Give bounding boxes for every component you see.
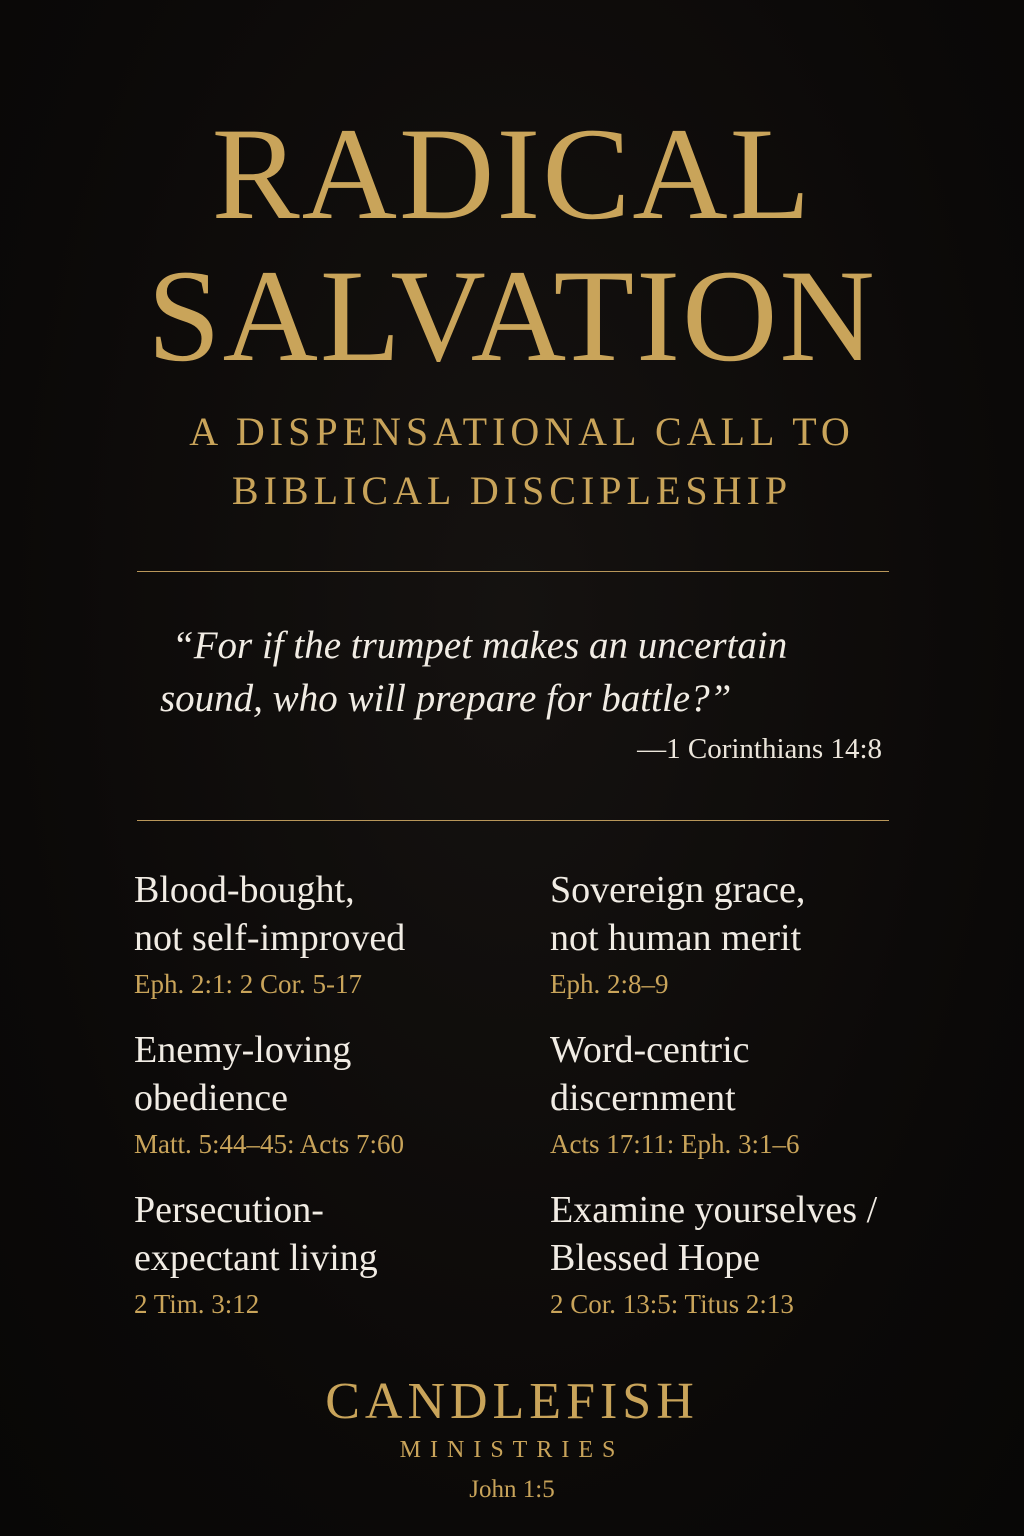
- pillar-title-line-1: Word-centric: [550, 1029, 750, 1071]
- pillar-persecution-expectant: [134, 1186, 534, 1320]
- pillar-examine-yourselves: [550, 1186, 970, 1320]
- quote-line-1: “For if the trumpet makes an uncertain: [172, 624, 788, 667]
- pillar-title-line-1: Examine yourselves /: [550, 1189, 878, 1231]
- brand-name: CANDLEFISH: [325, 1373, 699, 1430]
- pillar-reference: Matt. 5:44–45: Acts 7:60: [134, 1129, 404, 1159]
- divider-top: [137, 571, 889, 572]
- pillar-title-line-1: Sovereign grace,: [550, 869, 806, 911]
- title-line-1: RADICAL: [211, 100, 813, 247]
- pillar-blood-bought: [134, 866, 534, 1000]
- brand-verse: John 1:5: [469, 1476, 555, 1503]
- pillar-reference: Eph. 2:8–9: [550, 969, 669, 999]
- pillar-title-line-2: expectant living: [134, 1237, 378, 1279]
- pillar-title-line-2: obedience: [134, 1077, 289, 1119]
- subtitle-line-1: A DISPENSATIONAL CALL TO: [189, 409, 855, 454]
- pillar-sovereign-grace: [550, 866, 970, 1000]
- pillar-word-centric: [550, 1026, 970, 1160]
- title-line-2: SALVATION: [147, 242, 877, 389]
- pillar-title-line-2: discernment: [550, 1077, 736, 1119]
- pillar-enemy-loving: [134, 1026, 534, 1160]
- pillar-title-line-1: Persecution-: [134, 1189, 324, 1231]
- pillar-reference: 2 Tim. 3:12: [134, 1289, 260, 1319]
- quote-line-2: sound, who will prepare for battle?”: [160, 677, 732, 720]
- pillar-reference: 2 Cor. 13:5: Titus 2:13: [550, 1289, 794, 1319]
- pillar-title-line-1: Enemy-loving: [134, 1029, 352, 1071]
- quote-citation: —1 Corinthians 14:8: [637, 733, 882, 765]
- pillar-title-line-2: not self-improved: [134, 917, 406, 959]
- pillar-title-line-2: Blessed Hope: [550, 1237, 761, 1279]
- subtitle-line-2: BIBLICAL DISCIPLESHIP: [231, 468, 793, 513]
- pillar-reference: Acts 17:11: Eph. 3:1–6: [550, 1129, 800, 1159]
- brand-subname: MINISTRIES: [399, 1437, 625, 1463]
- divider-bottom: [137, 820, 889, 821]
- pillar-title-line-1: Blood-bought,: [134, 869, 355, 911]
- pillar-title-line-2: not human merit: [550, 917, 802, 959]
- pillar-reference: Eph. 2:1: 2 Cor. 5-17: [134, 969, 362, 999]
